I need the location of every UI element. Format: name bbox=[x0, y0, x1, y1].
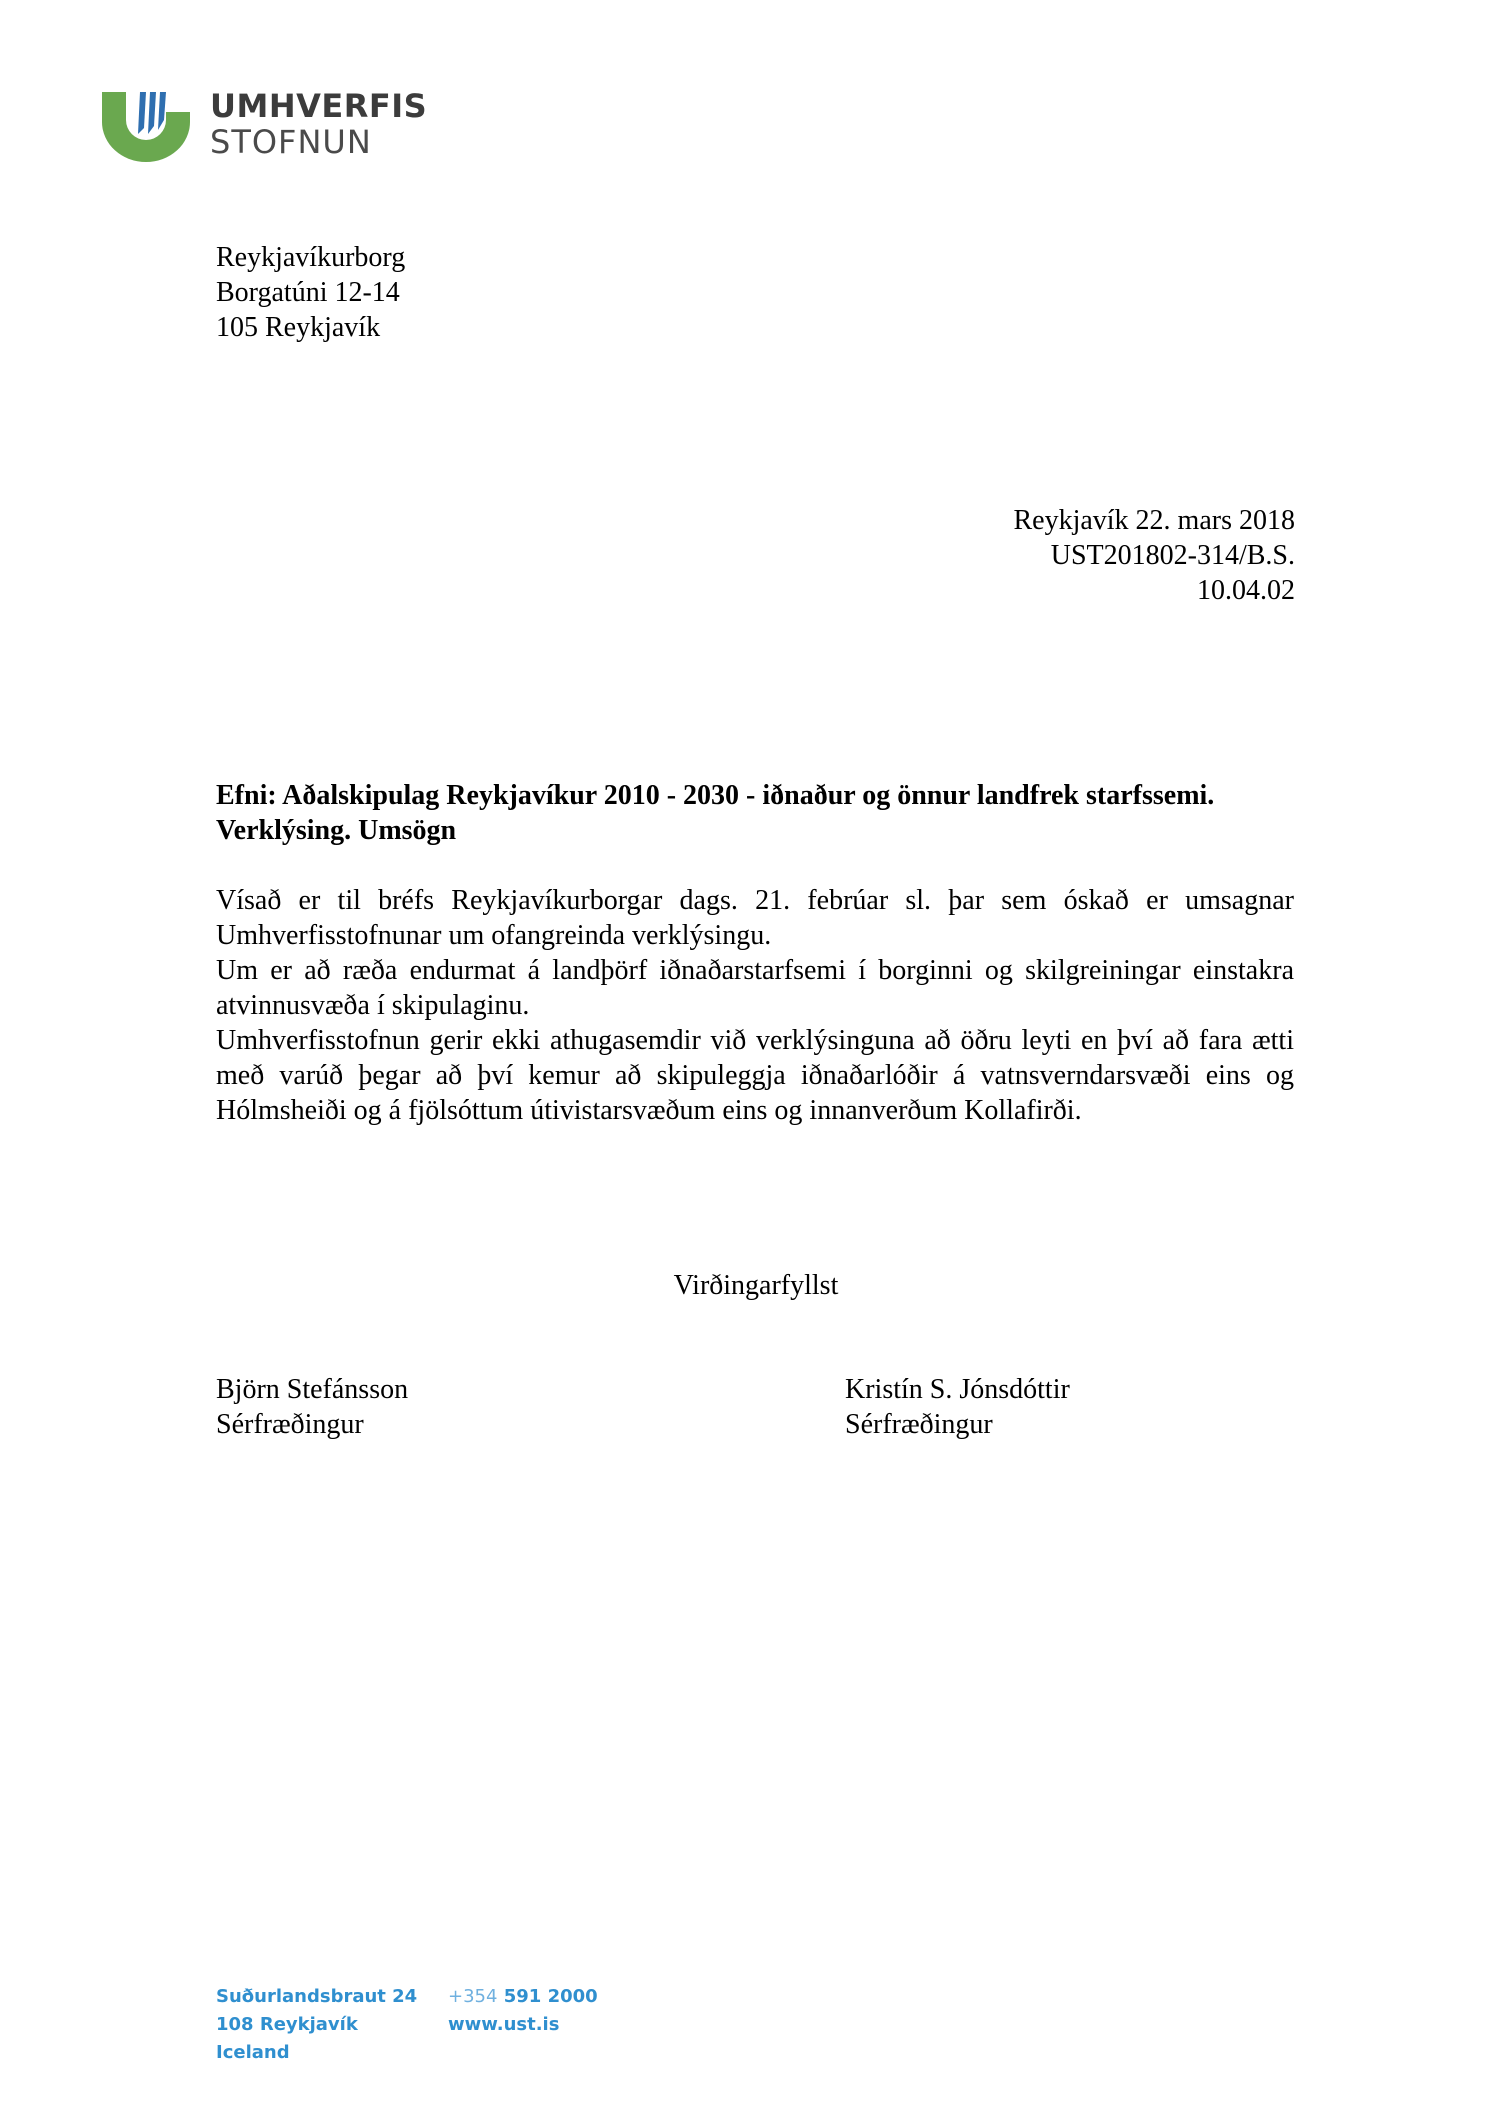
signer-2-name: Kristín S. Jónsdóttir bbox=[845, 1374, 1070, 1405]
recipient-name: Reykjavíkurborg bbox=[216, 242, 406, 273]
logo-line-1: UMHVERFIS bbox=[210, 87, 428, 125]
closing-salutation: Virðingarfyllst bbox=[673, 1270, 839, 1301]
paragraph-2: Um er að ræða endurmat á landþörf iðnaðarstarfsemi í borginni og skilgreiningar einstakra atvinnusvæða í skipulaginu. bbox=[216, 955, 1294, 1021]
footer-phone bbox=[448, 1983, 598, 2011]
signer-1 bbox=[216, 1372, 408, 1442]
footer-address-line-3: Iceland bbox=[216, 2042, 290, 2063]
footer-phone-number: 591 2000 bbox=[503, 1986, 598, 2007]
file-code: 10.04.02 bbox=[1197, 575, 1295, 606]
reference-number: UST201802-314/B.S. bbox=[1050, 540, 1295, 571]
recipient-city: 105 Reykjavík bbox=[216, 312, 381, 343]
recipient-address bbox=[216, 240, 405, 345]
subject-line: Efni: Aðalskipulag Reykjavíkur 2010 - 2030 - iðnaður og önnur landfrek starfssemi. Verklýsing. Umsögn bbox=[216, 780, 1215, 846]
logo-wordmark bbox=[210, 87, 428, 161]
signer-1-title: Sérfræðingur bbox=[216, 1409, 364, 1440]
letterhead-logo bbox=[100, 87, 440, 162]
recipient-street: Borgatúni 12-14 bbox=[216, 277, 400, 308]
ust-logo-icon bbox=[100, 90, 200, 162]
footer-phone-prefix: +354 bbox=[448, 1986, 498, 2007]
signer-2 bbox=[845, 1372, 1070, 1442]
letter-meta bbox=[1013, 503, 1295, 608]
letter-body bbox=[216, 883, 1294, 1128]
logo-line-2: STOFNUN bbox=[210, 123, 372, 161]
paragraph-1: Vísað er til bréfs Reykjavíkurborgar dags. 21. febrúar sl. þar sem óskað er umsagnar Umhverfisstofnunar um ofangreinda verklýsingu. bbox=[216, 885, 1294, 951]
signer-2-title: Sérfræðingur bbox=[845, 1409, 993, 1440]
signer-1-name: Björn Stefánsson bbox=[216, 1374, 409, 1405]
footer-address-line-1: Suðurlandsbraut 24 bbox=[216, 1986, 418, 2007]
paragraph-3: Umhverfisstofnun gerir ekki athugasemdir við verklýsinguna að öðru leyti en því að fara ætti með varúð þegar að því kemur að skipuleggja iðnaðarlóðir á vatnsverndarsvæði eins og Hólmsheiði og á fjölsóttum útivistarsvæðum eins og innanverðum Kollafirði. bbox=[216, 1025, 1294, 1126]
footer-website[interactable]: www.ust.is bbox=[448, 2014, 560, 2035]
footer-address-line-2: 108 Reykjavík bbox=[216, 2014, 358, 2035]
footer-contact bbox=[448, 1983, 598, 2039]
footer-address bbox=[216, 1983, 417, 2067]
letter-date: Reykjavík 22. mars 2018 bbox=[1013, 505, 1295, 536]
